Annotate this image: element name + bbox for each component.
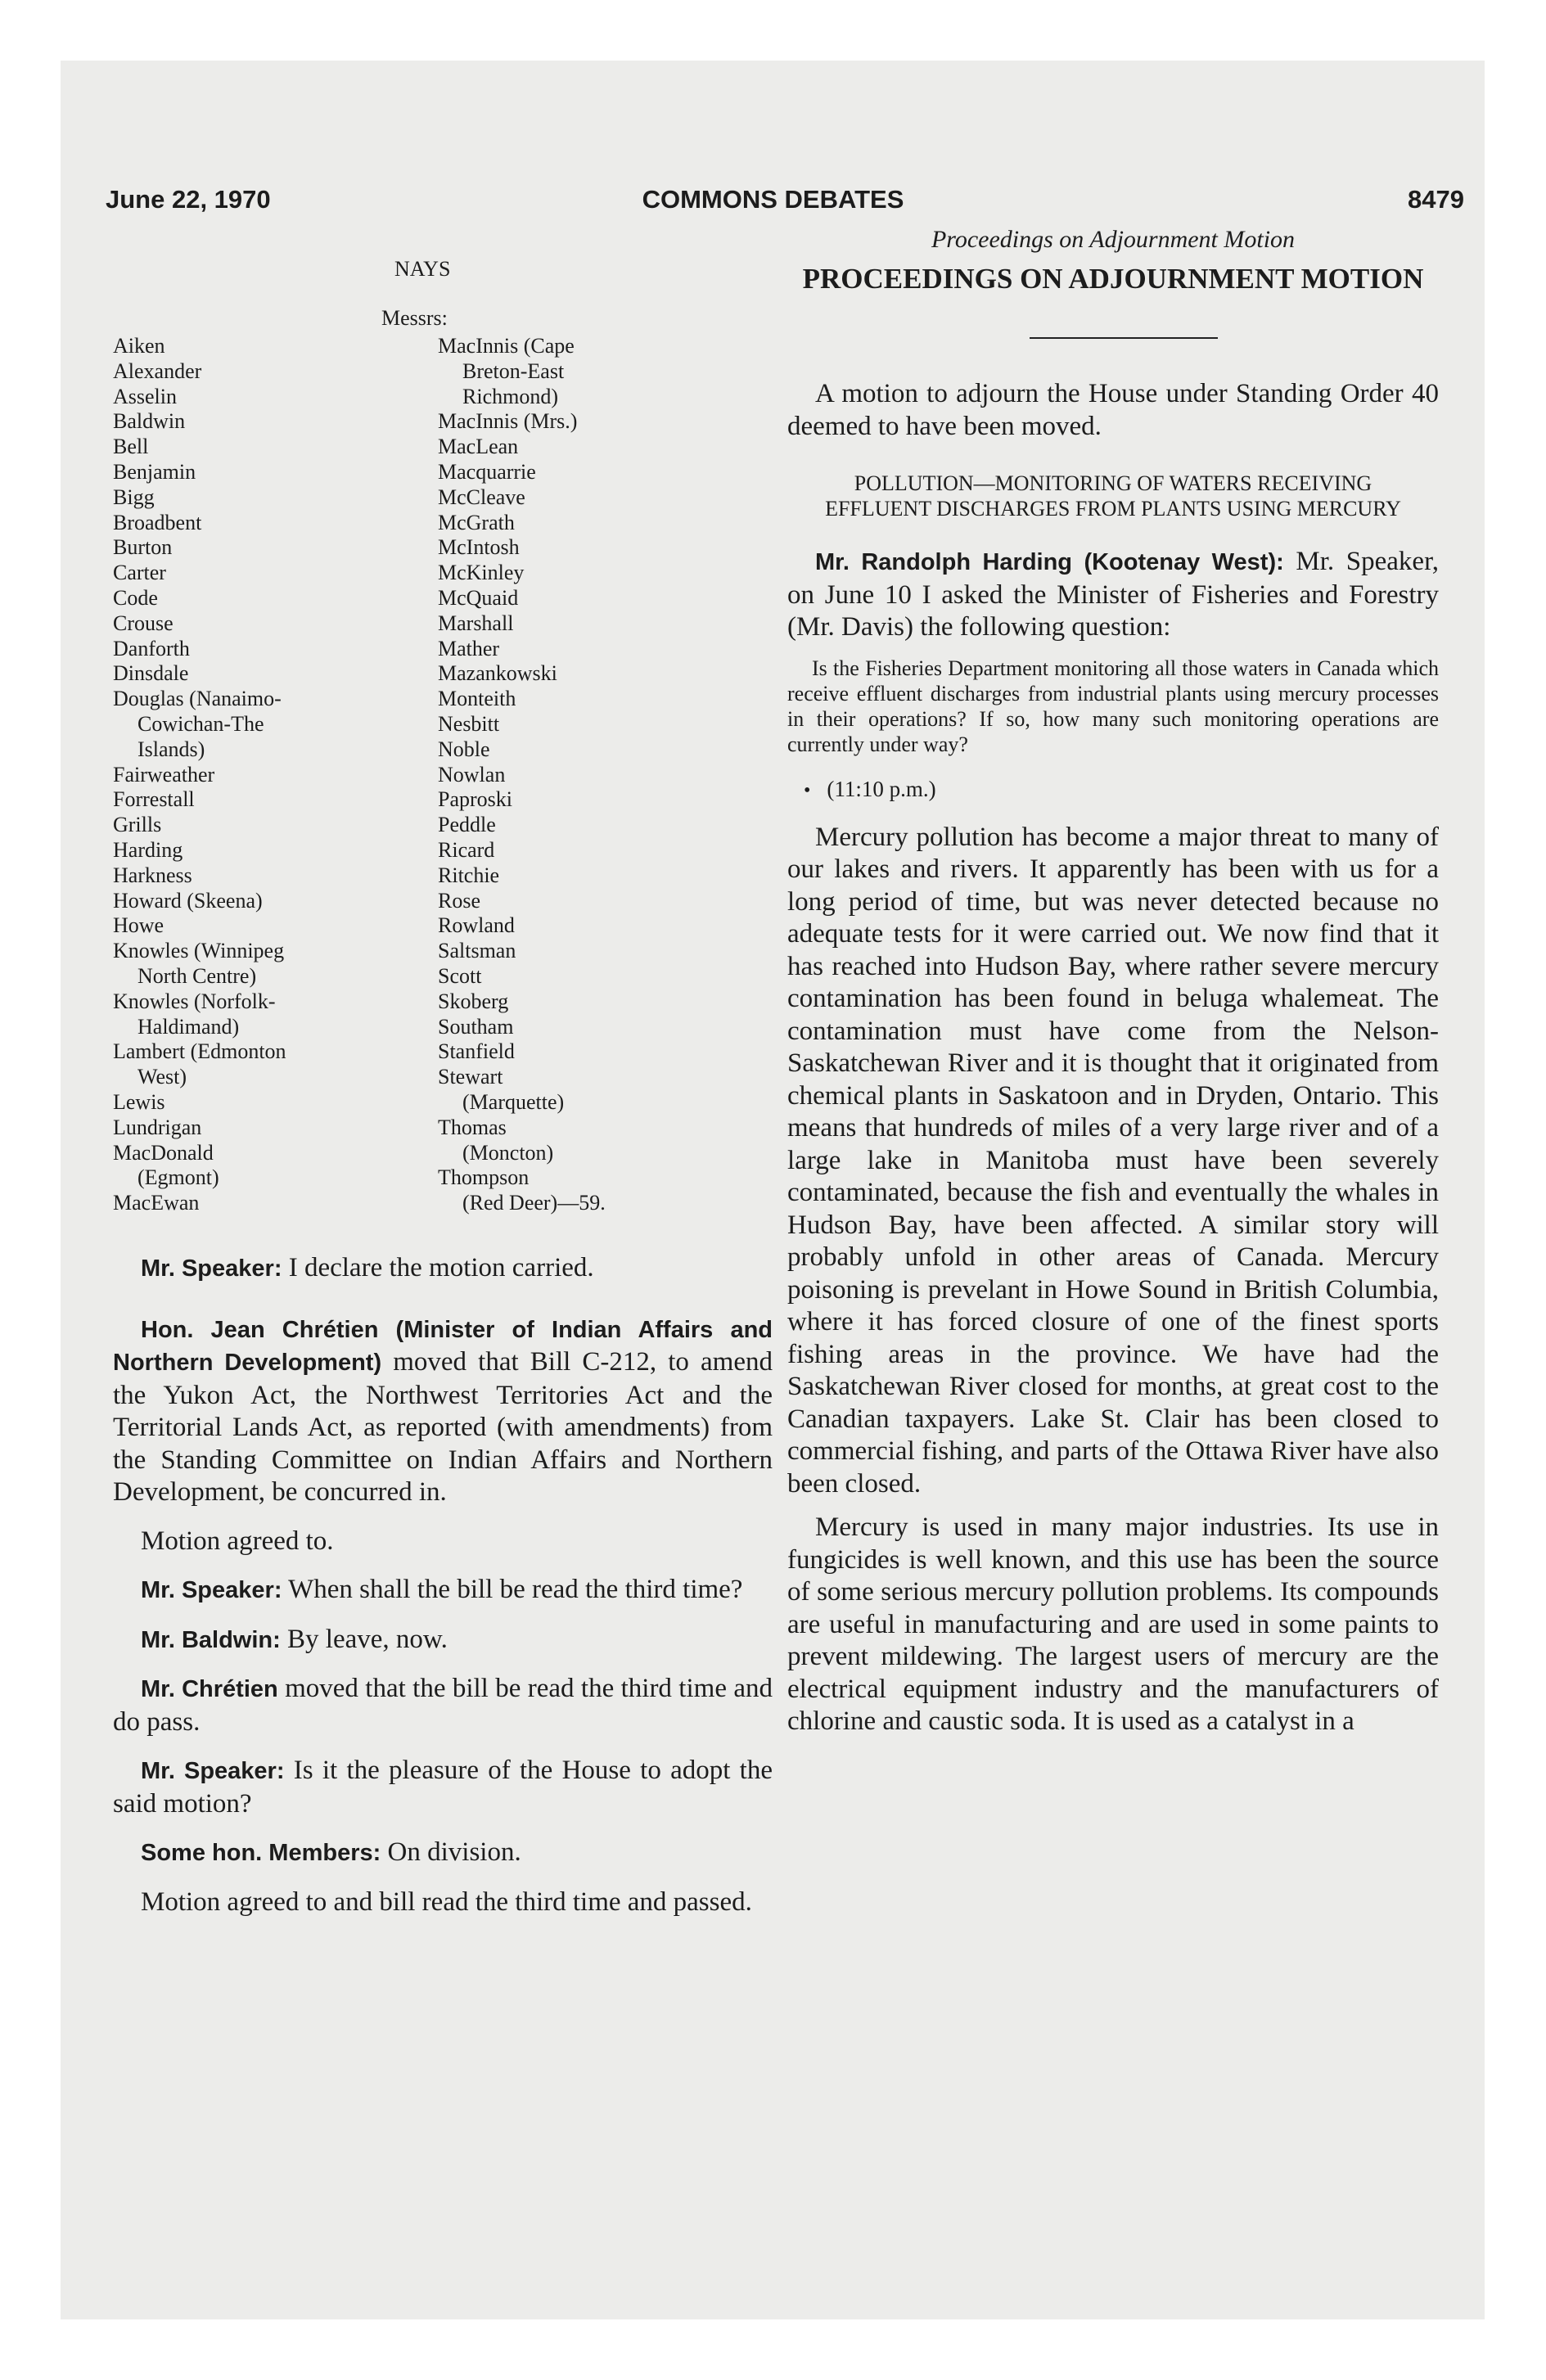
member-name: Asselin <box>113 384 177 408</box>
messrs-label: Messrs: <box>381 306 448 330</box>
member-name: Dinsdale <box>113 661 189 686</box>
paragraph <box>113 1314 773 1509</box>
speech-text: I declare the motion carried. <box>282 1253 594 1282</box>
member-name: Crouse <box>113 611 174 635</box>
nays-heading: NAYS <box>394 257 451 281</box>
member-name: Skoberg <box>438 989 509 1013</box>
member-name: Scott <box>438 963 482 988</box>
member-name: Breton-East <box>462 358 565 383</box>
speaker-name: Mr. Speaker: <box>141 1255 282 1282</box>
member-name: Monteith <box>438 687 516 711</box>
member-name: Cowichan-The <box>137 711 264 736</box>
time-stamp <box>804 777 1439 802</box>
member-name: Noble <box>438 737 490 761</box>
member-name: Islands) <box>137 737 205 761</box>
speaker-name: Mr. Randolph Harding (Kootenay West): <box>815 549 1284 575</box>
section-title-text: PROCEEDINGS ON ADJOURNMENT MOTION <box>802 263 1424 295</box>
member-name: Baldwin <box>113 409 186 434</box>
speaker-name: Mr. Speaker: <box>141 1577 282 1603</box>
member-name: Peddle <box>438 813 496 837</box>
member-name: Thompson <box>438 1165 530 1190</box>
title-rule <box>1030 337 1218 339</box>
member-name: Code <box>113 585 158 610</box>
paragraph: Motion agreed to and bill read the third time and passed. <box>141 1886 752 1917</box>
member-name: Grills <box>113 813 162 837</box>
subheading: POLLUTION—MONITORING OF WATERS RECEIVING EFFLUENT DISCHARGES FROM PLANTS USING MERCURY <box>825 471 1401 521</box>
member-name: Saltsman <box>438 939 516 963</box>
section-title <box>787 262 1439 296</box>
header-date: June 22, 1970 <box>106 185 271 214</box>
speech-text: On division. <box>381 1837 521 1867</box>
paragraph <box>113 1673 773 1738</box>
member-name: Lambert (Edmonton <box>113 1039 286 1064</box>
speech-text: When shall the bill be read the third time? <box>282 1575 743 1604</box>
member-name: MacInnis (Mrs.) <box>438 409 578 434</box>
member-name: Knowles (Winnipeg <box>113 939 285 963</box>
bullet-icon: • <box>804 779 811 801</box>
member-name: Lundrigan <box>113 1115 202 1139</box>
header-page-number: 8479 <box>1408 185 1464 214</box>
member-name: Knowles (Norfolk- <box>113 989 276 1013</box>
member-name: Rose <box>438 888 480 913</box>
member-name: MacDonald <box>113 1140 214 1165</box>
member-name: Howe <box>113 913 165 938</box>
member-name: (Marquette) <box>462 1089 565 1114</box>
member-name: Burton <box>113 535 173 560</box>
member-name: McGrath <box>438 510 515 534</box>
member-name: Alexander <box>113 358 202 383</box>
member-name: Macquarrie <box>438 459 536 484</box>
member-name: Ricard <box>438 837 495 862</box>
member-name: Mather <box>438 636 500 660</box>
member-name: Thomas <box>438 1115 507 1139</box>
member-name: West) <box>137 1065 187 1089</box>
member-name: Broadbent <box>113 510 202 534</box>
paragraph <box>787 546 1439 644</box>
member-name: Bell <box>113 435 149 459</box>
member-name: Nowlan <box>438 762 506 787</box>
speaker-name: Mr. Baldwin: <box>141 1626 281 1653</box>
member-name: Ritchie <box>438 863 500 887</box>
speaker-name: Mr. Chrétien <box>141 1676 278 1702</box>
member-name: (Moncton) <box>462 1140 554 1165</box>
member-name: McQuaid <box>438 585 519 610</box>
speech-text: moved that Bill C-212, to amend the Yukon Act, the Northwest Territories Act and the Territorial Lands Act, as reported (with amendments) from the Standing Committee on Indian Affairs and Northern Development, be concurred in. <box>113 1347 773 1507</box>
member-name: Douglas (Nanaimo- <box>113 687 282 711</box>
speaker-name: Some hon. Members: <box>141 1840 381 1866</box>
member-name: (Egmont) <box>137 1165 219 1190</box>
paragraph: Mercury is used in many major industries. Its use in fungicides is well known, and this use has been the source of some serious mercury pollution problems. Its compounds are useful in manufacturing and are used in some paints to prevent mildewing. The largest users of mercury are the electrical equipment industry and the manufacturers of chlorine and caustic soda. It is used as a catalyst in a <box>787 1512 1439 1736</box>
member-name: Lewis <box>113 1089 165 1114</box>
motion-text: A motion to adjourn the House under Standing Order 40 deemed to have been moved. <box>787 379 1439 441</box>
member-name: (Red Deer)—59. <box>462 1191 606 1215</box>
member-name: MacLean <box>438 435 519 459</box>
member-name: Rowland <box>438 913 515 938</box>
member-name: Carter <box>113 561 166 585</box>
member-name: Howard (Skeena) <box>113 888 263 913</box>
member-name: McCleave <box>438 485 525 509</box>
speech-text: Mr. Speaker, on June 10 I asked the Minister of Fisheries and Forestry (Mr. Davis) the following question: <box>787 547 1439 642</box>
member-name: Marshall <box>438 611 514 635</box>
member-name: Danforth <box>113 636 190 660</box>
member-name: MacEwan <box>113 1191 200 1215</box>
member-name: North Centre) <box>137 963 257 988</box>
member-name: Haldimand) <box>137 1014 240 1039</box>
speech-text: Is it the pleasure of the House to adopt the said motion? <box>113 1756 773 1819</box>
member-name: Stanfield <box>438 1039 515 1064</box>
member-name: Southam <box>438 1014 514 1039</box>
quoted-question: Is the Fisheries Department monitoring all those waters in Canada which receive effluent discharges from industrial plants using mercury processes in their operations? If so, how many such monitoring operations are currently under way? <box>787 656 1439 756</box>
paragraph <box>113 1837 773 1870</box>
member-name: Mazankowski <box>438 661 557 686</box>
nays-left-column <box>113 334 424 1216</box>
paragraph: Mercury pollution has become a major threat to many of our lakes and rivers. It apparently has been with us for a long period of time, but was never detected because no adequate tests for it were carried out. We now find that it has reached into Hudson Bay, where rather severe mercury contamination has been found in beluga whalemeat. The contamination must have come from the Nelson-Saskatchewan River and it is thought that it originated from chemical plants in Saskatoon and in Dryden, Ontario. This means that hundreds of miles of a very large river and of a large lake in Manitoba must have been severely contaminated, because the fish and eventually the whales in Hudson Bay, have been affected. A similar story will probably unfold in other areas of Canada. Mercury poisoning is prevelant in Howe Sound in British Columbia, where it has forced closure of one of the finest sports fishing areas in the province. We have had the Saskatchewan River closed for months, at great cost to the Canadian taxpayers. Lake St. Clair has been closed to commercial fishing, and parts of the Ottawa River have also been closed. <box>787 822 1439 1499</box>
speaker-name: Hon. Jean Chrétien (Minister of Indian Affairs and Northern Development) <box>113 1316 773 1376</box>
nays-right-column <box>438 334 749 1216</box>
paragraph <box>113 1624 773 1657</box>
member-name: Fairweather <box>113 762 215 787</box>
member-name: Harding <box>113 837 183 862</box>
member-name: Nesbitt <box>438 711 500 736</box>
member-name: Harkness <box>113 863 192 887</box>
member-name: Bigg <box>113 485 155 509</box>
speaker-name: Mr. Speaker: <box>141 1758 285 1784</box>
left-proceedings <box>113 1252 773 1918</box>
time-text: (11:10 p.m.) <box>827 776 936 801</box>
header-publication: COMMONS DEBATES <box>642 185 904 214</box>
speech-text: By leave, now. <box>280 1624 448 1654</box>
member-name: Forrestall <box>113 787 195 812</box>
right-proceedings <box>787 378 1439 1738</box>
paragraph <box>113 1755 773 1820</box>
member-name: Stewart <box>438 1065 503 1089</box>
member-name: McIntosh <box>438 535 520 560</box>
member-name: Paproski <box>438 787 512 812</box>
speech-text: moved that the bill be read the third time and do pass. <box>113 1674 773 1737</box>
member-name: Richmond) <box>462 384 558 408</box>
paragraph: Motion agreed to. <box>141 1526 334 1556</box>
paragraph <box>113 1252 773 1286</box>
member-name: Aiken <box>113 334 165 358</box>
member-name: Benjamin <box>113 459 196 484</box>
member-name: MacInnis (Cape <box>438 334 575 358</box>
member-name: McKinley <box>438 561 525 585</box>
running-head: Proceedings on Adjournment Motion <box>931 226 1296 253</box>
paragraph <box>113 1574 773 1607</box>
